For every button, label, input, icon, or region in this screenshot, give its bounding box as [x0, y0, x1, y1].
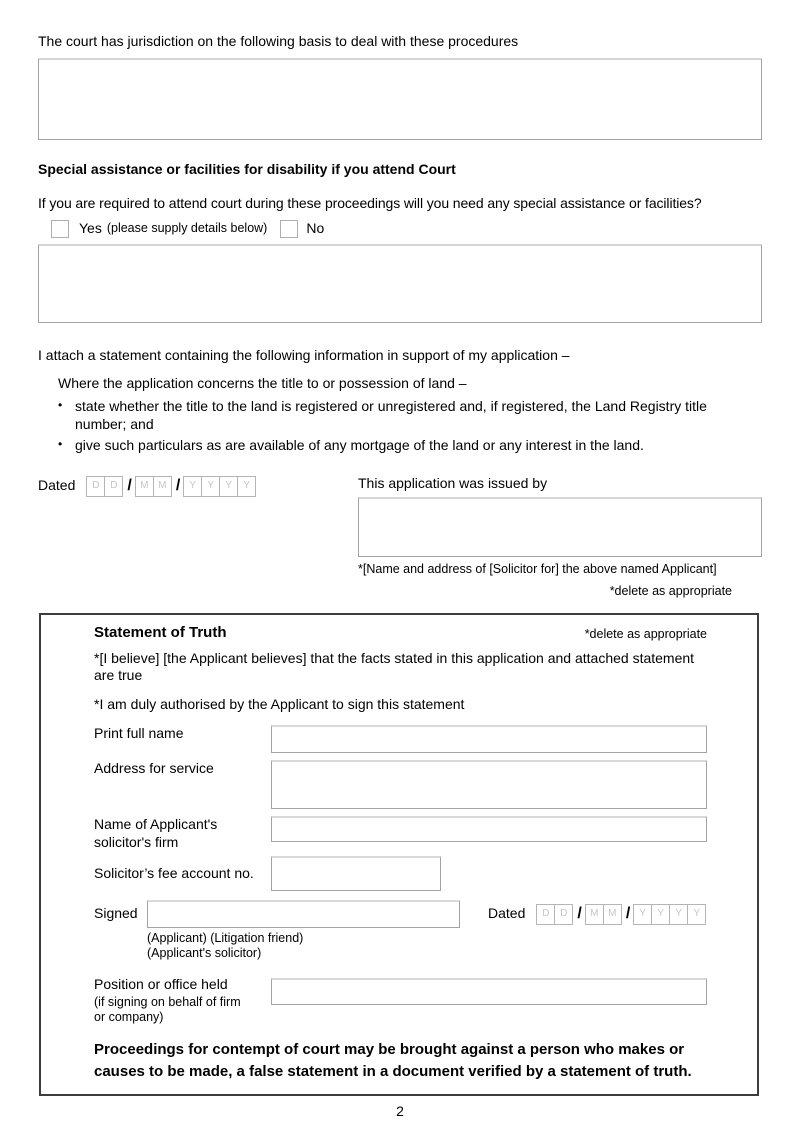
page-number: 2: [396, 1103, 404, 1120]
statement-of-truth-box: [39, 613, 759, 1097]
signed-row: [94, 900, 707, 928]
issued-by-caption: *[Name and address of [Solicitor for] the above named Applicant]: [358, 561, 717, 576]
position-input[interactable]: [271, 978, 707, 1005]
authorised-text: *I am duly authorised by the Applicant to sign this statement: [94, 695, 465, 712]
date-cell-month[interactable]: M: [135, 476, 154, 497]
assistance-choice-row: [38, 220, 762, 238]
print-name-row: [94, 725, 707, 753]
no-label: No: [306, 219, 325, 236]
address-row: [94, 760, 707, 809]
date-cell-year[interactable]: Y: [669, 904, 688, 925]
signed-input[interactable]: [147, 900, 460, 928]
signed-date-input: [536, 904, 705, 925]
position-note-line: (if signing on behalf of firm: [94, 994, 241, 1009]
date-input: [86, 476, 255, 497]
bullet-icon: •: [58, 397, 63, 412]
signed-label: Signed: [94, 905, 138, 922]
date-separator: /: [625, 905, 631, 923]
fee-account-label: Solicitor’s fee account no.: [94, 864, 254, 881]
issued-by-section: [358, 475, 762, 600]
bullet-text: state whether the title to the land is registered or unregistered and, if registered, the Land Registry title number; and: [75, 397, 707, 433]
jurisdiction-details-box[interactable]: [38, 58, 762, 140]
delete-as-appropriate-note: *delete as appropriate: [609, 584, 732, 599]
contempt-warning: Proceedings for contempt of court may be brought against a person who makes or causes to be made, a false statement in a document verified by a statement of truth.: [94, 1040, 692, 1080]
fee-account-input[interactable]: [271, 856, 441, 891]
attachment-intro: I attach a statement containing the following information in support of my application –: [38, 346, 570, 363]
special-assistance-question: If you are required to attend court during these proceedings will you need any special assistance or facilities?: [38, 195, 702, 211]
signed-notes: [147, 931, 707, 961]
bullet-item: [58, 436, 762, 455]
position-row: [94, 976, 707, 1026]
address-input[interactable]: [271, 760, 707, 809]
date-cell-year[interactable]: Y: [201, 476, 220, 497]
position-label: Position or office held: [94, 976, 228, 993]
date-cell-month[interactable]: M: [585, 904, 604, 925]
dated-issued-row: [38, 475, 762, 600]
belief-text: *[I believe] [the Applicant believes] that the facts stated in this application and attached statement are true: [94, 649, 695, 684]
signed-note-line: (Applicant) (Litigation friend): [147, 931, 304, 946]
date-cell-month[interactable]: M: [603, 904, 622, 925]
position-note-line: or company): [94, 1010, 164, 1025]
solicitor-firm-input[interactable]: [271, 816, 707, 842]
bullet-icon: •: [58, 437, 63, 452]
date-separator: /: [577, 905, 582, 923]
date-cell-year[interactable]: Y: [237, 476, 256, 497]
issued-by-label: This application was issued by: [358, 475, 548, 492]
date-cell-year[interactable]: Y: [651, 904, 670, 925]
date-separator: /: [175, 477, 181, 495]
solicitor-firm-row: [94, 816, 707, 851]
signed-dated-label: Dated: [488, 905, 526, 922]
signed-note-line: (Applicant's solicitor): [147, 946, 262, 961]
no-checkbox[interactable]: [280, 220, 298, 238]
print-name-label: Print full name: [94, 725, 184, 742]
position-label-block: [94, 976, 271, 1026]
date-cell-year[interactable]: Y: [687, 904, 706, 925]
print-name-input[interactable]: [271, 725, 707, 753]
solicitor-firm-label: Name of Applicant's solicitor's firm: [94, 816, 218, 850]
truth-delete-note: *delete as appropriate: [584, 627, 707, 642]
attachment-bullet-list: [58, 397, 762, 456]
date-cell-day[interactable]: D: [554, 904, 573, 925]
position-note: [94, 995, 263, 1026]
date-cell-year[interactable]: Y: [183, 476, 202, 497]
attachment-sub-intro: Where the application concerns the title to or possession of land –: [58, 375, 467, 391]
yes-note: (please supply details below): [106, 220, 268, 235]
special-assistance-heading: Special assistance or facilities for disability if you attend Court: [38, 160, 456, 177]
date-separator: /: [127, 477, 132, 495]
assistance-details-box[interactable]: [38, 244, 762, 323]
address-label: Address for service: [94, 760, 214, 777]
date-cell-day[interactable]: D: [536, 904, 555, 925]
date-cell-day[interactable]: D: [86, 476, 105, 497]
date-cell-day[interactable]: D: [104, 476, 123, 497]
statement-of-truth-header: [94, 624, 707, 643]
yes-checkbox[interactable]: [51, 220, 69, 238]
bullet-item: [58, 397, 762, 435]
yes-label: Yes: [79, 219, 102, 236]
date-cell-year[interactable]: Y: [633, 904, 652, 925]
date-cell-month[interactable]: M: [153, 476, 172, 497]
fee-account-row: [94, 856, 707, 891]
issued-by-box[interactable]: [358, 497, 762, 557]
statement-of-truth-title: Statement of Truth: [94, 623, 227, 641]
bullet-text: give such particulars as are available of any mortgage of the land or any interest in the land.: [75, 437, 644, 454]
dated-field: [38, 475, 255, 497]
dated-label: Dated: [38, 477, 76, 494]
date-cell-year[interactable]: Y: [219, 476, 238, 497]
jurisdiction-label: The court has jurisdiction on the following basis to deal with these procedures: [38, 33, 519, 49]
